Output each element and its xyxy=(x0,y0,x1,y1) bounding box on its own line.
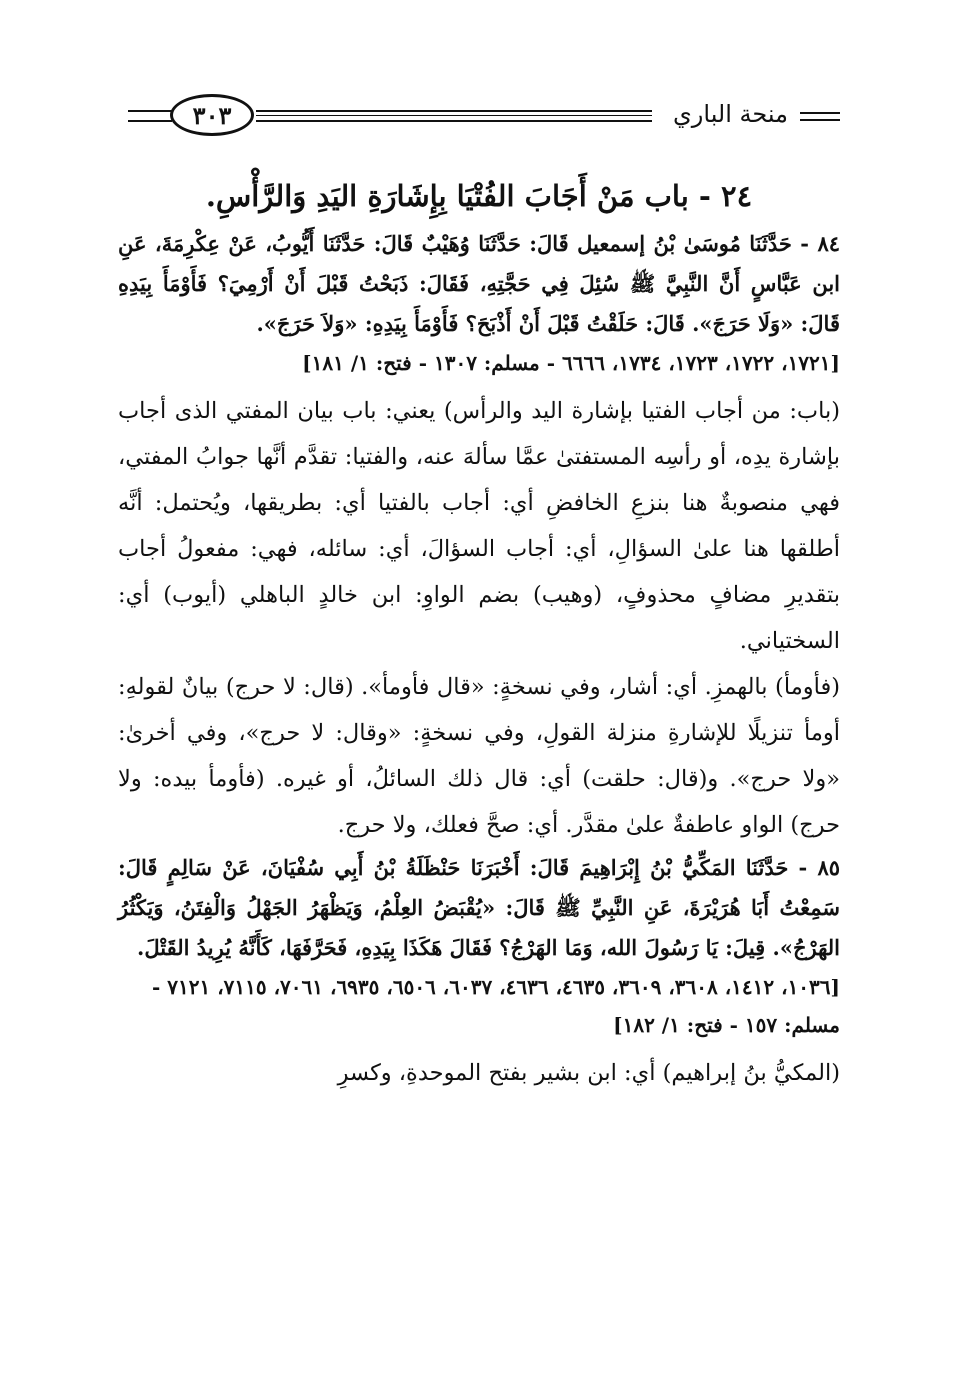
hadith-84-references: [١٧٢١، ١٧٢٢، ١٧٢٣، ١٧٣٤، ٦٦٦٦ - مسلم: ١٣٠٧ - فتح: ١/ ١٨١] xyxy=(302,351,840,375)
page-number: ٣٠٣ xyxy=(192,100,232,130)
commentary-paragraph-1: (باب: من أجاب الفتيا بإشارة اليد والرأس) يعني: باب بيان المفتي الذى أجاب بإشارة يدِه، أو رأسِه المستفتىٰ عمَّا سألهَ عنه، والفتيا: تقدَّم أنَّها جوابُ المفتي، فهي منصوبةٌ هنا بنزعِ الخافضِ أي: أجاب بالفتيا أي: بطريقها، ويُحتمل: أنَّه أطلقها هنا علىٰ السؤالِ، أي: أجاب السؤالَ، أي: سائله، فهي: مفعولُ أجاب بتقديرِ مضافٍ محذوفٍ، (وهيب) بضم الواوِ: ابن خالدٍ الباهلي (أيوب) أي: السختياني. xyxy=(118,398,840,654)
commentary-paragraph-2: (فأومأ) بالهمزِ. أي: أشار، وفي نسخةٍ: «قال فأومأ». (قال: لا حرج) بيانٌ لقولهِ: أومأ تنزيلًا للإشارةِ منزلة القولِ، وفي نسخةٍ: «وقال: لا حرج»، وفي أخرىٰ: «ولا حرج». و(قال: حلقت) أي: قال ذلك السائلُ، أو غيره. (فأومأ بيده: ولا حرج) الواو عاطفةٌ علىٰ مقدَّر. أي: صحَّ فعلك، ولا حرج. xyxy=(118,674,840,838)
page-content xyxy=(118,174,840,1096)
header-rule-right xyxy=(800,112,840,121)
chapter-title: ٢٤ - باب مَنْ أَجَابَ الفُتْيَا بِإِشَارَةِ اليَدِ وَالرَّأْسِ. xyxy=(205,179,753,213)
hadith-85-references: [١٠٣٦، ١٤١٢، ٣٦٠٨، ٣٦٠٩، ٤٦٣٥، ٤٦٣٦، ٦٠٣٧، ٦٥٠٦، ٦٩٣٥، ٧٠٦١، ٧١١٥، ٧١٢١ - مسلم: ١٥٧ - فتح: ١/ ١٨٢] xyxy=(152,975,840,1037)
page-header xyxy=(128,92,840,140)
hadith-84-text: ٨٤ - حَدَّثَنَا مُوسَىٰ بْنُ إسمعيل قَالَ: حَدَّثَنَا وُهَيْبٌ قَالَ: حَدَّثَنَا أَيُّوبُ، عَنْ عِكْرِمَةَ، عَنِ ابن عَبَّاسٍ أَنَّ النَّبِيَّ ﷺ سُئِلَ فِي حَجَّتِهِ، فَقَالَ: ذَبَحْتُ قَبْلَ أَنْ أَرْمِيَ؟ فَأَوْمَأَ بِيَدِهِ قَالَ: «وَلَا حَرَجَ». قَالَ: حَلَقْتُ قَبْلَ أَنْ أَذْبَحَ؟ فَأَوْمَأَ بِيَدِهِ: «وَلاَ حَرَجَ». xyxy=(118,231,840,336)
book-title: منحة الباري xyxy=(673,100,788,128)
header-rule-left xyxy=(128,110,172,122)
hadith-85-text: ٨٥ - حَدَّثَنَا المَكِّيُّ بْنُ إِبْرَاهِيمَ قَالَ: أَخْبَرَنَا حَنْظَلَةُ بْنُ أَبِي سُفْيَانَ، عَنْ سَالِمٍ قَالَ: سَمِعْتُ أَبَا هُرَيْرَةَ، عَنِ النَّبِيِّ ﷺ قَالَ: «يُقْبَضُ العِلْمُ، وَيَظْهَرُ الجَهْلُ وَالْفِتَنُ، وَيَكْثُرُ الهَرْجُ». قِيلَ: يَا رَسُولَ الله، وَمَا الهَرْجُ؟ فَقَالَ هَكَذَا بِيَدِهِ، فَحَرَّفَهَا، كَأَنَّهُ يُرِيدُ القَتْلَ. xyxy=(118,855,840,960)
header-rule-middle xyxy=(256,110,652,122)
commentary-paragraph-3: (المكيُّ بنُ إبراهيم) أي: ابن بشير بفتح الموحدةِ، وكسرِ xyxy=(337,1060,840,1086)
page-number-badge xyxy=(170,94,254,136)
